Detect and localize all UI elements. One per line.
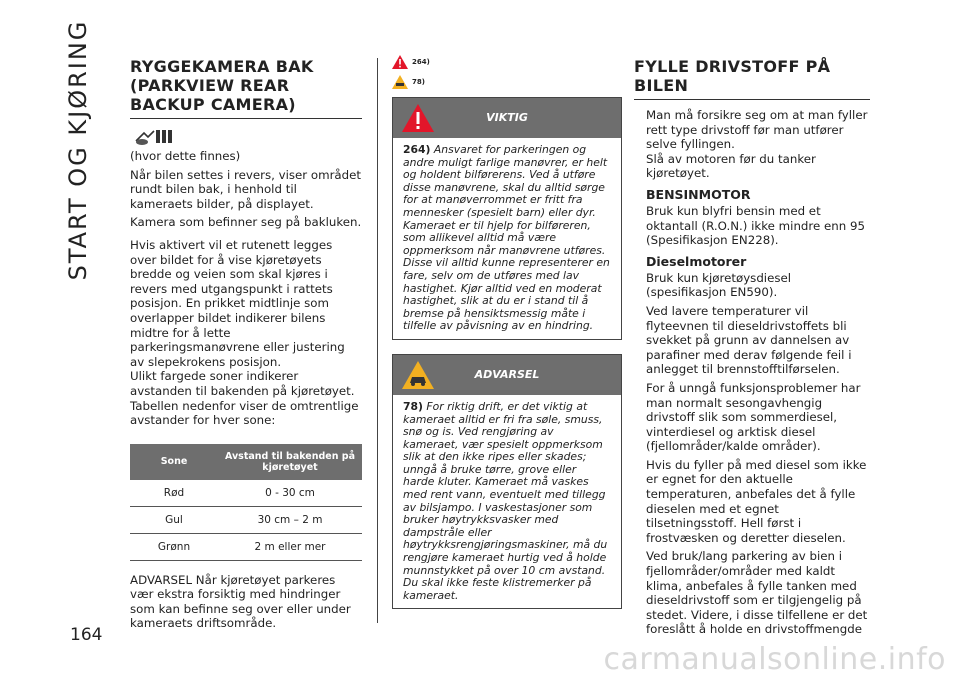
title-line-2: (PARKVIEW REAR	[130, 76, 290, 95]
column-divider	[377, 58, 378, 623]
table-cell: Gul	[130, 506, 218, 533]
paragraph: Tabellen nedenfor viser de omtrentlige avstander for hver sone:	[130, 398, 359, 428]
table-cell: Rød	[130, 480, 218, 507]
paragraph: Man må forsikre seg om at man fyller rett type drivstoff før man utfører selve fyllingen.	[646, 108, 868, 152]
caution-ref-number: 78)	[412, 78, 425, 86]
camera-availability-icon	[134, 127, 362, 147]
table-cell: 2 m eller mer	[218, 533, 362, 560]
availability-note: (hvor dette finnes)	[130, 149, 241, 163]
paragraph: Ved bruk/lang parkering av bien i fjellområder/områder med kaldt klima, anbefales å fylle tanken med dieseldrivstoff som er tilgjengelig på stedet. Videre, i disse tilfellene er det foreslått å holde en drivstoffmengde	[646, 549, 868, 637]
paragraph: Bruk kun kjøretøysdiesel (spesifikasjon EN590).	[646, 270, 792, 300]
table-header: Avstand til bakenden på kjøretøyet	[218, 444, 362, 480]
caution-number: 78)	[403, 399, 423, 413]
table-row	[130, 533, 362, 560]
table-header: Sone	[130, 444, 218, 480]
warning-box	[392, 97, 622, 340]
paragraph: For å unngå funksjonsproblemer har man normalt sesongavhengig drivstoff slik som sommerdiesel, vinterdiesel og arktisk diesel (fjellområder/kalde områder).	[646, 380, 861, 454]
paragraph: Hvis du fyller på med diesel som ikke er egnet for den aktuelle temperaturen, anbefales det å fylle dieselen med et egnet tilsetningsstoff. Hell først i frostvæsken og deretter dieselen.	[646, 457, 867, 545]
refuelling-body	[634, 108, 870, 637]
warning-triangle-icon	[401, 103, 435, 133]
table-header-row	[130, 444, 362, 480]
distance-zone-table	[130, 444, 362, 561]
warning-box-title: VIKTIG	[486, 111, 528, 124]
caution-text: For riktig drift, er det viktig at kameraet alltid er fri fra søle, smuss, snø og is. Ved rengjøring av kameraet, vær spesielt oppmerksom slik at den ikke ripes eller skades; unngå å bruke tørre, grove eller harde kluter. Kameraet må vaskes med rent vann, eventuelt med tillegg av bilsjampo. I vaskestasjoner som bruker høytrykksvasker med dampstråle eller høytrykksrengjøringsmaskiner, må du rengjøre kameraet hurtig ved å holde munnstykket på over 10 cm avstand. Du skal ikke feste klistremerker på kameraet.	[403, 399, 608, 602]
table-row	[130, 506, 362, 533]
caution-box-body	[393, 395, 621, 609]
caution-car-icon	[401, 360, 435, 390]
caution-box-title: ADVARSEL	[474, 367, 540, 381]
refuelling-section	[634, 55, 870, 641]
title-line-2: BILEN	[634, 76, 689, 95]
warning-box-body	[393, 138, 621, 339]
table-cell: 30 cm – 2 m	[218, 506, 362, 533]
refuelling-section-title	[634, 57, 870, 100]
paragraph: Når bilen settes i revers, viser området rundt bilen bak, i henhold til kameraets bilder, på displayet.	[130, 167, 362, 211]
paragraph: Kamera som befinner seg på bakluken.	[130, 215, 362, 230]
diesel-heading: Dieselmotorer	[646, 253, 747, 269]
warning-ref-number: 264)	[412, 58, 430, 66]
title-line-1: RYGGEKAMERA BAK	[130, 57, 314, 76]
warning-box-header	[393, 98, 621, 138]
table-row	[130, 480, 362, 507]
title-line-1: FYLLE DRIVSTOFF PÅ	[634, 57, 831, 76]
paragraph: Bruk kun blyfri bensin med et oktantall (R.O.N.) ikke mindre enn 95 (Spesifikasjon EN228).	[646, 203, 865, 248]
warning-text: Ansvaret for parkeringen og andre muligt farlige manøvrer, er helt og holdent bilførerens. Ved å utføre disse manøvrene, skal du alltid sørge for at manøverrommet er fritt fra mennesker (spesielt barn) eller dyr. Kameraet er til hjelp for bilføreren, som allikevel alltid må være oppmerksom når manøvrene utføres. Disse vil alltid kunne representerer en fare, selv om de utføres med lav hastighet. Kjør alltid ved en moderat hastighet, slik at du er i stand til å bremse på hensiktsmessig måte i tilfelle av påvisning av en hindring.	[403, 143, 610, 333]
paragraph: Ved lavere temperaturer vil flyteevnen til dieseldrivstoffets bli svekket på grunn av dannelsen av parafiner med derav følgende feil i anlegget til brennstofftilførselen.	[646, 303, 852, 377]
site-watermark: carmanualsonline.info	[603, 642, 946, 677]
paragraph: Slå av motoren før du tanker kjøretøyet.	[646, 151, 816, 181]
section-side-title: START OG KJØRING	[64, 19, 92, 281]
page-number: 164	[70, 625, 103, 645]
warning-reference	[392, 55, 622, 69]
caution-reference	[392, 75, 622, 89]
caution-box-header	[393, 355, 621, 395]
camera-section	[130, 55, 362, 635]
camera-section-title	[130, 57, 362, 119]
table-cell: 0 - 30 cm	[218, 480, 362, 507]
caution-box	[392, 354, 622, 610]
title-line-3: BACKUP CAMERA)	[130, 95, 296, 114]
caution-car-icon	[392, 75, 408, 89]
table-cell: Grønn	[130, 533, 218, 560]
paragraph: ADVARSEL Når kjøretøyet parkeres vær ekstra forsiktig med hindringer som kan befinne seg over eller under kameraets driftsområde.	[130, 572, 351, 631]
paragraph: Hvis aktivert vil et rutenett legges over bildet for å vise kjøretøyets bredde og veien som skal kjøres i revers med utgangspunkt i rattets posisjon. En prikket midtlinje som overlapper bildet indikerer bilens midtre for å lette parkeringsmanøvrene eller justering av slepekrokens posisjon.	[130, 237, 345, 369]
warning-triangle-icon	[392, 55, 408, 69]
petrol-heading: BENSINMOTOR	[646, 186, 751, 202]
notes-column	[392, 55, 622, 609]
warning-number: 264)	[403, 143, 431, 156]
paragraph: Ulikt fargede soner indikerer avstanden til bakenden på kjøretøyet.	[130, 369, 355, 398]
